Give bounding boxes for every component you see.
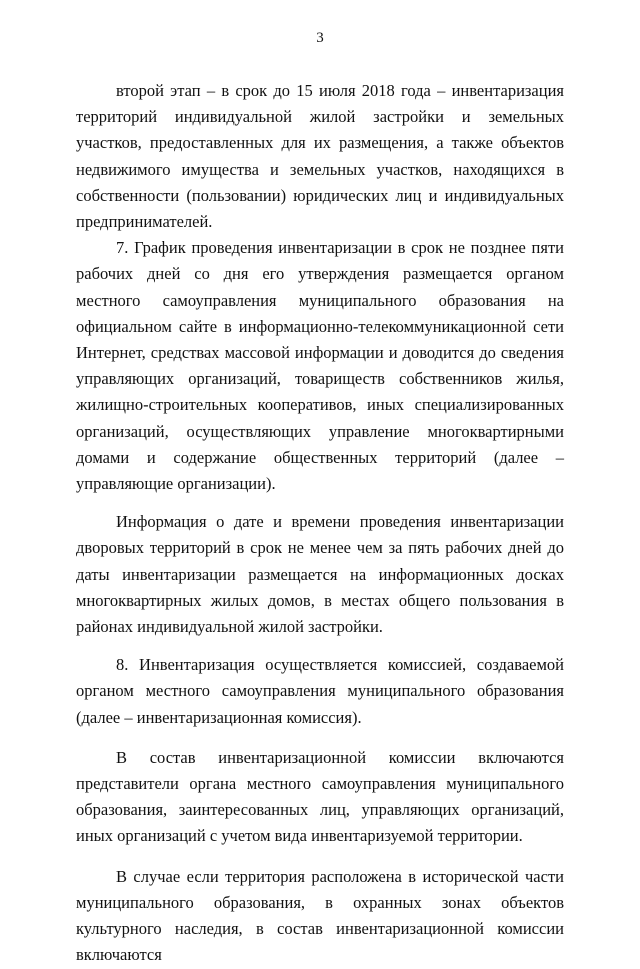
paragraph-item-8: 8. Инвентаризация осуществляется комиссией, создаваемой органом местного самоуправления муниципального образования (далее – инвентаризационная комиссия). — [76, 655, 564, 727]
paragraph-item-7: 7. График проведения инвентаризации в срок не позднее пяти рабочих дней со дня его утверждения размещается органом местного самоуправления муниципального образования на официальном сайте в информационно-телекоммуникационной сети Интернет, средствах массовой информации и доводится до сведения управляющих организаций, товариществ собственников жилья, жилищно-строительных кооперативов, иных специализированных организаций, осуществляющих управление многоквартирными домами и содержание общественных территорий (далее – управляющие организации). — [76, 238, 564, 494]
paragraph-historic-part: В случае если территория расположена в исторической части муниципального образования, в охранных зонах объектов культурного наследия, в состав инвентаризационной комиссии включаются — [76, 866, 564, 965]
document-body — [76, 78, 564, 969]
paragraph-commission-members: В состав инвентаризационной комиссии включаются представители органа местного самоуправления муниципального образования, заинтересованных лиц, управляющих организаций, иных организаций с учетом вида инвентаризуемой территории. — [76, 747, 564, 846]
paragraph-stage-two: второй этап – в срок до 15 июля 2018 года – инвентаризация территорий индивидуальной жилой застройки и земельных участков, предоставленных для их размещения, а также объектов недвижимого имущества и земельных участков, находящихся в собственности (пользовании) юридических лиц и индивидуальных предпринимателей. — [76, 81, 564, 232]
page-number: 3 — [316, 30, 324, 46]
paragraph-info-date: Информация о дате и времени проведения инвентаризации дворовых территорий в срок не менее чем за пять рабочих дней до даты инвентаризации размещается на информационных досках многоквартирных жилых домов, в местах общего пользования в районах индивидуальной жилой застройки. — [76, 512, 564, 637]
